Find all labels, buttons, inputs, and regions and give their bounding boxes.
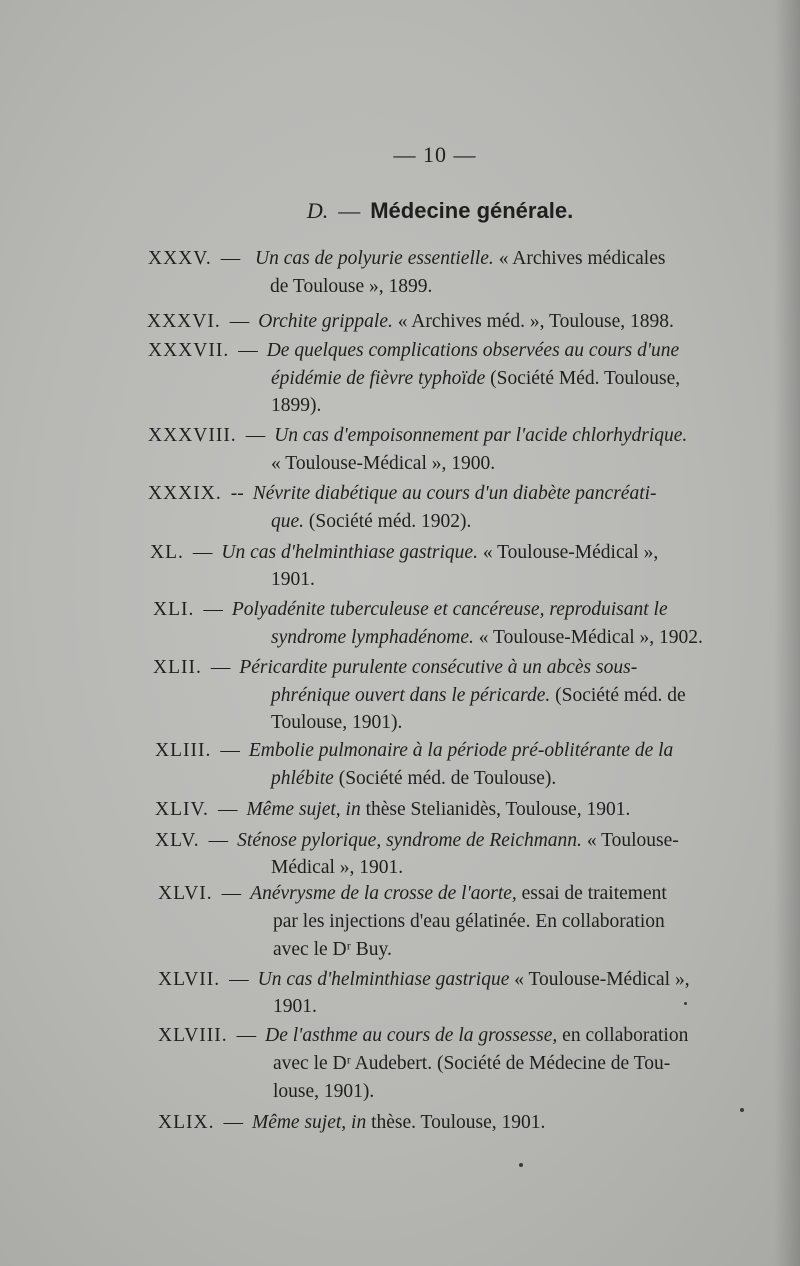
entry-number: XXXVII.: [148, 340, 230, 361]
entry-line: louse, 1901).: [273, 1081, 375, 1102]
ink-speck: [684, 1002, 687, 1005]
ink-speck: [740, 1108, 744, 1112]
entry-line: Médical », 1901.: [271, 857, 404, 878]
entry-line: Embolie pulmonaire à la période pré-oblitérante de la: [248, 740, 674, 761]
entry-number: XXXVIII.: [148, 425, 237, 446]
entry-line: phrénique ouvert dans le péricarde. (Société méd. de: [271, 685, 686, 706]
entry-line: Anévrysme de la crosse de l'aorte, essai de traitement: [250, 883, 667, 904]
entry-number: XLIX.: [158, 1112, 215, 1133]
entry-dash: —: [203, 599, 223, 620]
entry-dash: —: [220, 740, 240, 761]
entry-line: épidémie de fièvre typhoïde (Société Méd. Toulouse,: [271, 368, 681, 389]
entry-line: Toulouse, 1901).: [271, 712, 403, 733]
bibliography-entry: [158, 1113, 545, 1133]
ink-speck: [519, 1163, 523, 1167]
bibliography-entry: [150, 543, 658, 563]
entry-line: Un cas d'helminthiase gastrique. « Toulouse-Médical »,: [221, 542, 659, 563]
entry-number: XLIII.: [155, 740, 212, 761]
bibliography-entry: [155, 741, 673, 761]
bibliography-entry: [148, 484, 657, 504]
entry-line: Névrite diabétique au cours d'un diabète pancréati-: [252, 483, 657, 504]
section-letter: D.: [306, 198, 329, 223]
entry-number: XLVIII.: [158, 1025, 228, 1046]
bibliography-entry: [153, 658, 637, 678]
entry-line: 1899).: [271, 395, 322, 416]
page-number: — 10 —: [393, 142, 477, 167]
entry-dash: —: [223, 1112, 243, 1133]
entry-line: avec le Dʳ Buy.: [273, 939, 392, 960]
entry-line: Un cas d'empoisonnement par l'acide chlorhydrique.: [274, 425, 688, 446]
entry-dash: —: [210, 657, 231, 678]
section-heading: [0, 198, 800, 224]
entry-number: XXXV.: [148, 248, 212, 269]
entry-number: XL.: [150, 542, 184, 563]
entry-dash: —: [238, 340, 258, 361]
entry-line: par les injections d'eau gélatinée. En collaboration: [273, 911, 665, 932]
entry-line: avec le Dʳ Audebert. (Société de Médecine de Tou-: [273, 1053, 671, 1074]
bibliography-entry: [147, 312, 674, 332]
entry-line: Péricardite purulente consécutive à un abcès sous-: [239, 657, 638, 678]
bibliography-entry: [153, 600, 668, 620]
entry-dash: —: [220, 248, 241, 269]
bibliography-entry: [158, 1026, 688, 1046]
entry-line: Orchite grippale. « Archives méd. », Toulouse, 1898.: [258, 311, 674, 332]
section-title: Médecine générale.: [370, 198, 574, 223]
bibliography-entry: [148, 341, 679, 361]
entry-number: XXXVI.: [147, 311, 221, 332]
entry-line: syndrome lymphadénome. « Toulouse-Médical », 1902.: [271, 627, 703, 648]
entry-dash: —: [236, 1025, 257, 1046]
entry-line: Un cas de polyurie essentielle. « Archives médicales: [255, 248, 666, 269]
entry-dash: —: [229, 311, 250, 332]
entry-number: XLI.: [153, 599, 195, 620]
entry-number: XLVI.: [158, 883, 213, 904]
entry-dash: —: [229, 969, 249, 990]
entry-line: phlébite (Société méd. de Toulouse).: [271, 768, 557, 789]
entry-line: 1901.: [271, 569, 315, 590]
entry-dash: —: [217, 799, 238, 820]
section-separator: —: [338, 198, 361, 223]
entry-line: Même sujet, in thèse Stelianidès, Toulouse, 1901.: [246, 799, 631, 820]
bibliography-entry: [148, 248, 666, 269]
entry-dash: --: [230, 483, 244, 504]
entry-number: XLVII.: [158, 969, 221, 990]
entry-dash: —: [208, 830, 229, 851]
entry-line: Même sujet, in thèse. Toulouse, 1901.: [251, 1112, 546, 1133]
bibliography-entry: [158, 884, 667, 904]
entry-line: Polyadénite tuberculeuse et cancéreuse, reproduisant le: [231, 599, 668, 620]
bibliography-entry: [155, 831, 679, 851]
entry-line: De l'asthme au cours de la grossesse, en collaboration: [265, 1025, 689, 1046]
entry-number: XLII.: [153, 657, 202, 678]
page-edge-shadow: [774, 0, 800, 1266]
entry-dash: —: [245, 425, 266, 446]
bibliography-entry: [155, 800, 630, 820]
entry-number: XLV.: [155, 830, 200, 851]
entry-dash: —: [192, 542, 213, 563]
entry-line: De quelques complications observées au cours d'une: [266, 340, 680, 361]
entry-dash: —: [221, 883, 242, 904]
entry-number: XXXIX.: [148, 483, 222, 504]
entry-line: 1901.: [273, 996, 317, 1017]
bibliography-entry: [158, 970, 690, 990]
entry-number: XLIV.: [155, 799, 209, 820]
entry-line: de Toulouse », 1899.: [270, 276, 433, 297]
entry-line: « Toulouse-Médical », 1900.: [271, 453, 496, 474]
entry-line: Un cas d'helminthiase gastrique « Toulouse-Médical »,: [257, 969, 690, 990]
entry-line: que. (Société méd. 1902).: [271, 511, 472, 532]
bibliography-entry: [148, 426, 687, 446]
entry-line: Sténose pylorique, syndrome de Reichmann. « Toulouse-: [237, 830, 679, 851]
